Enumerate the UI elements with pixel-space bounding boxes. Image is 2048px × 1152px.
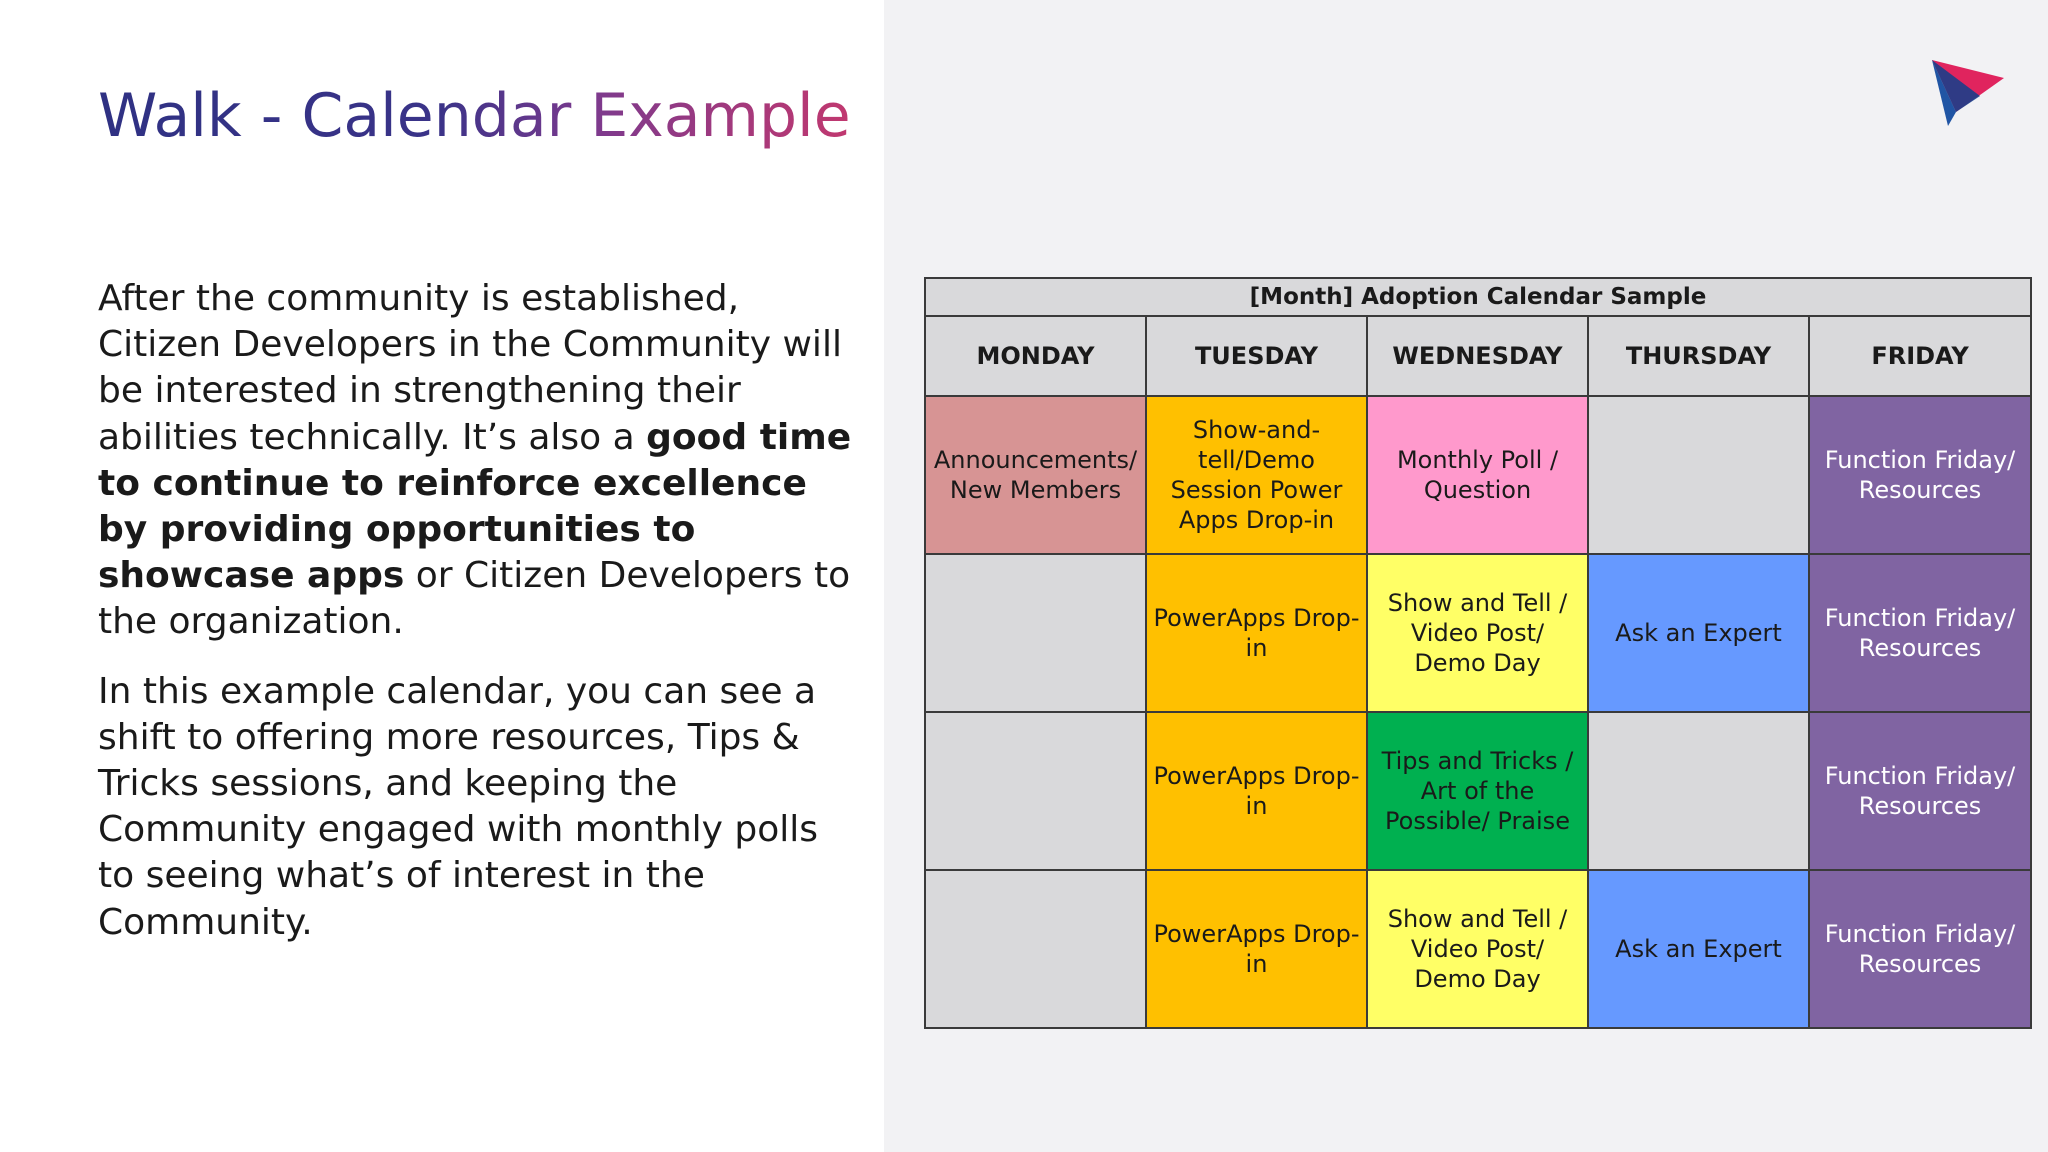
day-header-friday: FRIDAY [1809, 316, 2031, 396]
calendar-cell: Show and Tell / Video Post/ Demo Day [1367, 554, 1588, 712]
body-paragraph-2: In this example calendar, you can see a shift to offering more resources, Tips & Tricks sessions, and keeping the Community engaged with monthly polls to seeing what’s of interest in the Community. [98, 670, 819, 943]
play-triangle-logo-icon [1928, 52, 2004, 128]
calendar-cell: Function Friday/ Resources [1809, 396, 2031, 554]
calendar-week-row [925, 396, 2031, 554]
calendar-title: [Month] Adoption Calendar Sample [925, 278, 2031, 316]
day-header-tuesday: TUESDAY [1146, 316, 1367, 396]
paragraph-1-bold: good time to continue to reinforce excellence by providing opportunities to showcase apps [98, 416, 852, 597]
calendar-cell [1588, 396, 1809, 554]
day-header-thursday: THURSDAY [1588, 316, 1809, 396]
body-paragraph-1 [98, 276, 858, 646]
calendar-week-row [925, 554, 2031, 712]
calendar-cell: Function Friday/ Resources [1809, 870, 2031, 1028]
calendar-cell: Function Friday/ Resources [1809, 712, 2031, 870]
calendar-cell: Tips and Tricks / Art of the Possible/ Praise [1367, 712, 1588, 870]
slide-title: Walk - Calendar Example [98, 76, 851, 156]
calendar-cell: PowerApps Drop-in [1146, 712, 1367, 870]
calendar-cell [1588, 712, 1809, 870]
day-header-wednesday: WEDNESDAY [1367, 316, 1588, 396]
paragraph-1-part-1: After the community is established, Citizen Developers in the Community will be interested in strengthening their abilities technically. It’s also a [98, 278, 842, 458]
calendar-cell: Monthly Poll / Question [1367, 396, 1588, 554]
slide-body-text [98, 276, 858, 969]
calendar-cell [925, 712, 1146, 870]
adoption-calendar-table [924, 277, 2032, 1029]
calendar-cell [925, 554, 1146, 712]
calendar-cell: PowerApps Drop-in [1146, 870, 1367, 1028]
calendar-cell: Ask an Expert [1588, 870, 1809, 1028]
calendar-cell: Show-and-tell/Demo Session Power Apps Drop-in [1146, 396, 1367, 554]
day-header-monday: MONDAY [925, 316, 1146, 396]
calendar-cell: Ask an Expert [1588, 554, 1809, 712]
calendar-week-row [925, 870, 2031, 1028]
calendar-cell [925, 870, 1146, 1028]
calendar-cell: PowerApps Drop-in [1146, 554, 1367, 712]
calendar-cell: Show and Tell / Video Post/ Demo Day [1367, 870, 1588, 1028]
calendar-week-row [925, 712, 2031, 870]
paragraph-1-part-2: or Citizen Developers to the organization. [98, 555, 851, 643]
calendar-cell: Announcements/ New Members [925, 396, 1146, 554]
calendar-cell: Function Friday/ Resources [1809, 554, 2031, 712]
